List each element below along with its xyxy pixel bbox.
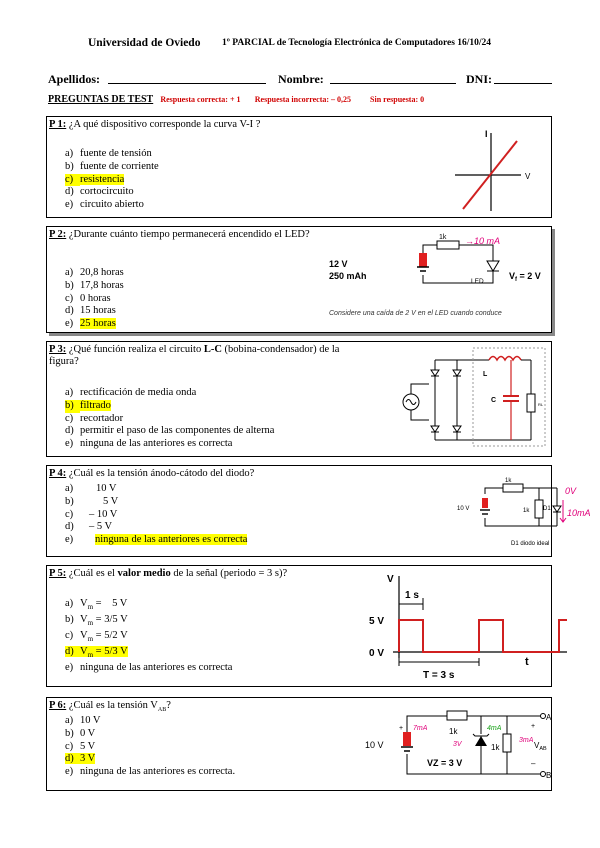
led-circuit-figure xyxy=(325,231,547,327)
question-1-options xyxy=(65,148,159,212)
option[interactable]: d) 3 V xyxy=(65,753,96,765)
surname-field[interactable] xyxy=(108,72,266,84)
option[interactable]: c) 5 V xyxy=(65,740,96,752)
svg-text:C: C xyxy=(491,397,497,404)
score-blank: Sin respuesta: 0 xyxy=(370,95,425,104)
diode-circuit-figure xyxy=(407,470,549,552)
t-axis-label: t xyxy=(525,656,529,668)
svg-text:7mA: 7mA xyxy=(413,725,428,732)
surname-label: Apellidos: xyxy=(48,72,101,86)
question-6 xyxy=(46,697,552,791)
svg-text:B: B xyxy=(546,771,552,780)
option[interactable]: e) 25 horas xyxy=(65,318,116,330)
score-incorrect: Respuesta incorrecta: – 0,25 xyxy=(254,95,352,104)
svg-text:Vf = 2 V: $V_f = 2$ V xyxy=(509,271,541,283)
question-1-text: P 1: ¿A qué dispositivo corresponde la curva V-I ? xyxy=(49,119,261,130)
question-2-options xyxy=(65,267,124,331)
question-5 xyxy=(46,565,552,687)
question-1 xyxy=(46,116,552,218)
option[interactable]: e) ninguna de las anteriores es correcta xyxy=(65,661,233,673)
question-5-options xyxy=(65,598,232,674)
option[interactable]: b) fuente de corriente xyxy=(65,160,159,172)
dni-field[interactable] xyxy=(494,72,552,84)
svg-text:4mA: 4mA xyxy=(487,725,502,732)
svg-text:10 V: 10 V xyxy=(365,740,384,750)
option[interactable]: c) – 10 V xyxy=(65,508,118,520)
battery-icon xyxy=(482,498,488,508)
resistor-icon xyxy=(503,484,523,492)
question-4 xyxy=(46,465,591,557)
svg-text:VAB: $V_{AB}$ xyxy=(534,741,547,752)
inductor-icon xyxy=(489,357,521,361)
svg-text:0 V: 0 V xyxy=(369,648,385,659)
i-axis-label: I xyxy=(485,129,488,139)
question-5-text: P 5: ¿Cuál es el valor medio de la señal (periodo = 3 s)? xyxy=(49,568,288,579)
svg-text:1k: 1k xyxy=(523,508,530,514)
battery-icon xyxy=(419,253,427,267)
svg-text:RL: RL xyxy=(538,402,544,407)
option[interactable]: d) 15 horas xyxy=(65,305,116,317)
option[interactable]: c) resistencia xyxy=(65,173,125,185)
question-4-text: P 4: ¿Cuál es la tensión ánodo-cátodo del diodo? xyxy=(49,468,255,479)
svg-text:250 mAh: 250 mAh xyxy=(329,271,367,281)
question-6-options xyxy=(65,715,235,779)
lc-filter-figure xyxy=(399,346,549,450)
svg-text:T = 3 s: T = 3 s xyxy=(423,670,455,681)
svg-text:V: V xyxy=(387,574,394,585)
pulse-signal-figure xyxy=(327,570,549,682)
option[interactable]: b) 5 V xyxy=(65,495,119,507)
svg-text:+: + xyxy=(531,723,536,730)
option[interactable]: a) 20,8 horas xyxy=(65,267,124,278)
zener-diode-icon xyxy=(475,736,487,746)
v-axis-label: V xyxy=(525,172,531,181)
svg-text:5 V: 5 V xyxy=(369,616,385,627)
svg-text:1k: 1k xyxy=(491,743,500,752)
option[interactable]: a) rectificación de media onda xyxy=(65,387,197,398)
question-4-options xyxy=(65,483,247,547)
svg-text:3V: 3V xyxy=(453,741,462,748)
battery-icon xyxy=(403,732,411,746)
option[interactable]: c) recortador xyxy=(65,412,124,424)
option[interactable]: d) cortocircuito xyxy=(65,186,134,198)
option[interactable]: b) $V_m = 3/5$ V xyxy=(65,613,128,627)
option[interactable]: e) ninguna de las anteriores es correcta. xyxy=(65,766,236,778)
dni-label: DNI: xyxy=(466,72,492,86)
svg-text:10mA: 10mA xyxy=(567,508,591,518)
question-2 xyxy=(46,226,552,333)
svg-text:D1: D1 xyxy=(543,506,551,512)
resistor-icon xyxy=(447,711,467,720)
option[interactable]: a) fuente de tensión xyxy=(65,148,152,159)
svg-text:1 s: 1 s xyxy=(405,590,419,601)
option[interactable]: e) ninguna de las anteriores es correcta xyxy=(65,534,248,546)
svg-text:12 V: 12 V xyxy=(329,259,348,269)
resistor-icon xyxy=(437,241,459,249)
option[interactable]: d) – 5 V xyxy=(65,521,113,533)
svg-text:1k: 1k xyxy=(439,234,447,241)
svg-text:–: – xyxy=(531,759,536,768)
test-header xyxy=(48,94,424,105)
diode-annotations xyxy=(559,482,599,532)
option[interactable]: b) filtrado xyxy=(65,399,111,411)
svg-text:LED: LED xyxy=(471,278,484,285)
led-caption: Considere una caída de 2 V en el LED cuando conduce xyxy=(329,310,502,317)
option[interactable]: d) $V_m = 5/3$ V xyxy=(65,645,128,659)
option[interactable]: c) $V_m = 5/2$ V xyxy=(65,629,128,643)
svg-text:1k: 1k xyxy=(505,478,512,484)
university-name: Universidad de Oviedo xyxy=(88,37,201,49)
svg-text:1k: 1k xyxy=(449,727,458,736)
svg-text:A: A xyxy=(546,713,552,722)
svg-text:+: + xyxy=(399,725,404,732)
question-2-text: P 2: ¿Durante cuánto tiempo permanecerá encendido el LED? xyxy=(49,229,310,240)
test-title: PREGUNTAS DE TEST xyxy=(48,94,154,105)
pulse-waveform xyxy=(399,620,567,652)
question-3-text: P 3: ¿Qué función realiza el circuito L-C (bobina-condensador) de la figura? xyxy=(49,344,340,367)
option[interactable]: b) 0 V xyxy=(65,727,96,739)
svg-text:10 V: 10 V xyxy=(457,506,470,512)
score-correct: Respuesta correcta: + 1 xyxy=(160,95,241,104)
question-6-text: P 6: ¿Cuál es la tensión $V_{AB}$? xyxy=(49,700,171,714)
load-resistor-icon xyxy=(527,394,535,412)
option[interactable]: c) 0 horas xyxy=(65,292,111,304)
option[interactable]: a) $V_m$ = 5 V xyxy=(65,598,128,612)
option[interactable]: e) circuito abierto xyxy=(65,199,144,211)
option[interactable]: b) 17,8 horas xyxy=(65,279,124,291)
svg-text:VZ = 3 V: VZ = 3 V xyxy=(427,758,463,768)
option[interactable]: e) ninguna de las anteriores es correcta xyxy=(65,438,233,450)
exam-title: 1º PARCIAL de Tecnología Electrónica de Computadores 16/10/24 xyxy=(222,38,492,48)
vi-curve-figure xyxy=(447,123,547,213)
zener-circuit-figure xyxy=(315,702,552,788)
led-icon xyxy=(487,261,499,271)
name-label: Nombre: xyxy=(278,72,324,86)
question-3-options xyxy=(65,387,274,451)
svg-text:D1 diodo ideal: D1 diodo ideal xyxy=(511,541,550,547)
svg-text:0V: 0V xyxy=(565,486,577,496)
svg-text:L: L xyxy=(483,371,488,378)
option[interactable]: d) permitir el paso de las componentes de alterna xyxy=(65,425,275,437)
option[interactable]: a) 10 V xyxy=(65,715,101,726)
name-field[interactable] xyxy=(330,72,456,84)
option[interactable]: a) 10 V xyxy=(65,483,117,494)
current-annotation: →10 mA xyxy=(465,236,501,246)
svg-text:3mA: 3mA xyxy=(519,737,534,744)
question-3 xyxy=(46,341,552,457)
